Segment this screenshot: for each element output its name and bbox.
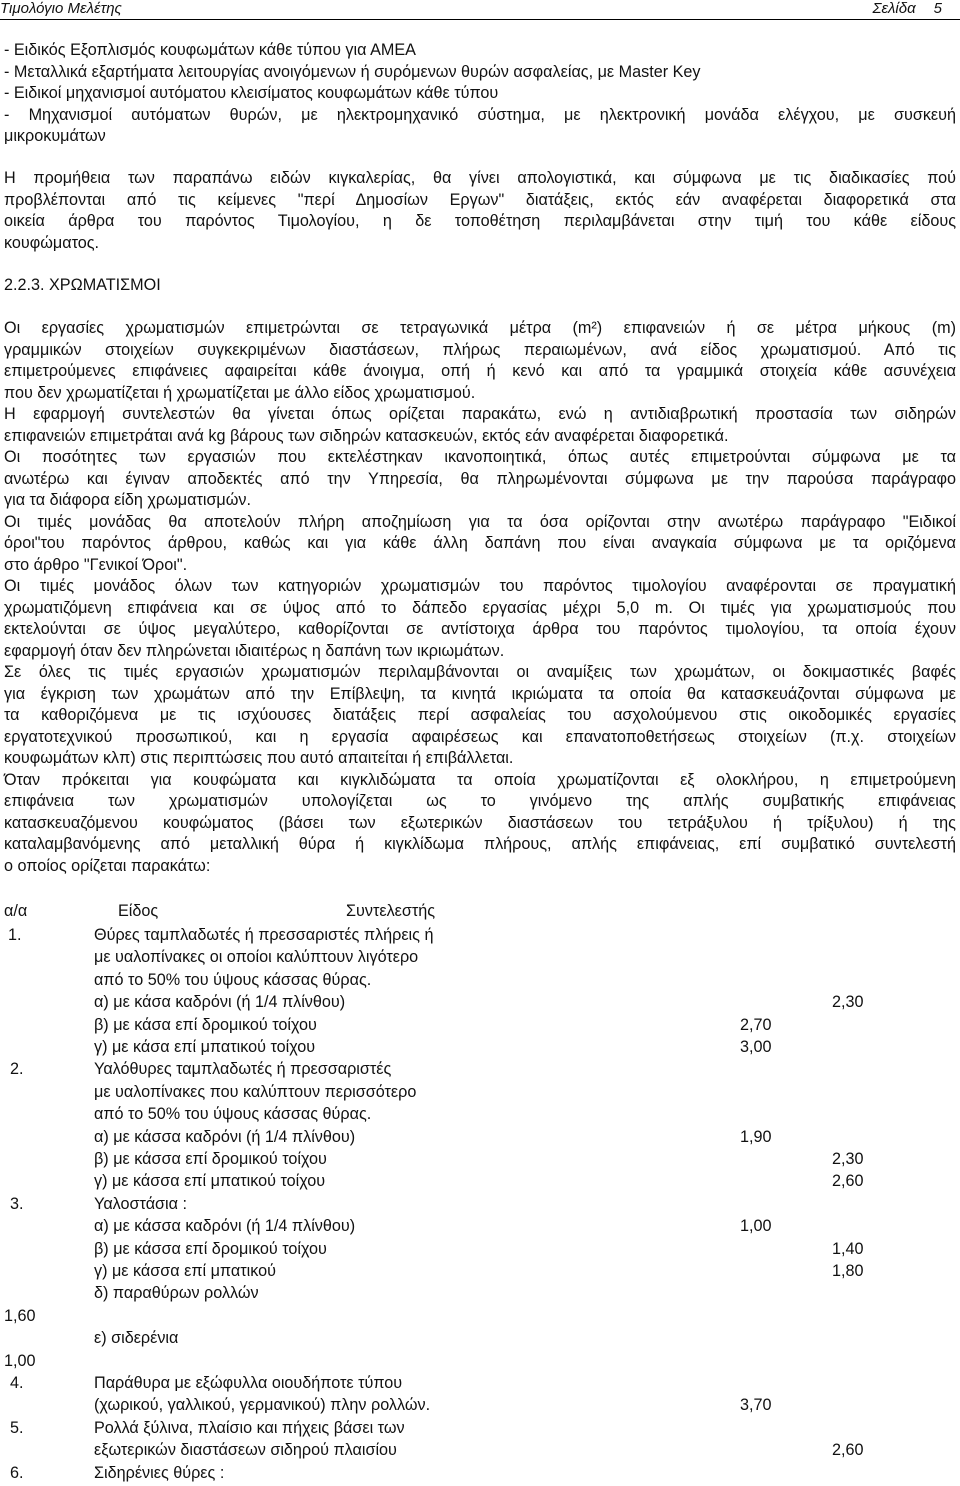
row-description: Υαλοστάσια : [94, 1194, 187, 1213]
paragraph-line: ο οποίος ορίζεται παρακάτω: [4, 856, 211, 875]
paragraph-line: ανωτέρω και έγιναν αποδεκτές από την Υπηρεσία, θα πληρωμένονται σύμφωνα με την παρούσα παράγραφο [4, 469, 956, 488]
row-description: ε) σιδερένια [94, 1329, 179, 1348]
paragraph-line: τα καθοριζόμενα με τις ισχύουσες διατάξεις περί ασφαλείας του ασχολούμενου στις οικοδομικές εργασίες [4, 706, 956, 724]
paragraph-line: όροι"του παρόντος άρθρου, καθώς και για κάθε άλλη δαπάνη που είναι αναγκαία σύμφωνα με τα οριζόμενα [4, 534, 956, 552]
row-description: β) με κάσσα επί δρομικού τοίχου [94, 1239, 327, 1258]
coefficient-value: 1,90 [740, 1127, 772, 1146]
coefficient-value: 2,70 [740, 1015, 772, 1034]
coefficient-value: 2,30 [832, 1150, 864, 1168]
paragraph-line: εργατοτεχνικού προσωπικού, και η εργασία αφαιρέσεως και επανατοποθετήσεως στοιχείων (π.χ. στοιχείων [4, 727, 956, 746]
row-number: 1. [8, 926, 22, 944]
paragraph-line: Οι ποσότητες των εργασιών που εκτελέστηκαν ικανοποιητικά, όπως αυτές επιμετρούνται σύμφωνα με τα [4, 448, 956, 466]
page-header [0, 0, 960, 20]
paragraph-line: κουφωμάτων κλπ) στις περιπτώσεις που αυτό απαιτείται ή επιβάλλεται. [4, 749, 514, 767]
row-description: δ) παραθύρων ρολλών [94, 1284, 259, 1303]
page-number: 5 [933, 0, 942, 17]
coefficient-value: 2,60 [832, 1441, 864, 1460]
row-description: γ) με κάσσα επί μπατικού [94, 1262, 276, 1280]
row-description: Ρολλά ξύλινα, πλαίσιο και πήχεις βάσει των [94, 1418, 405, 1437]
row-description: β) με κάσσα επί δρομικού τοίχου [94, 1150, 327, 1168]
row-description: α) με κάσσα καδρόνι (ή 1/4 πλίνθου) [94, 1127, 356, 1146]
list-item: - Μηχανισμοί αυτόματων θυρών, με ηλεκτρομηχανικό σύστημα, με ηλεκτρονική μονάδα ελέγχου, με συσκευή [4, 105, 956, 124]
row-description: εξωτερικών διαστάσεων σιδηρού πλαισίου [94, 1441, 397, 1460]
paragraph-line: εκτελούνται σε ύψος μεγαλύτερο, καθορίζονται σε αντίστοιχα άρθρα του παρόντος τιμολογίου, τα οποία έχουν [4, 620, 956, 638]
section-heading: 2.2.3. ΧΡΩΜΑΤΙΣΜΟΙ [4, 276, 161, 294]
equipment-list [4, 40, 956, 148]
row-description: Υαλόθυρες ταμπλαδωτές ή πρεσσαριστές [94, 1060, 392, 1079]
paragraph-line: Η εφαρμογή συντελεστών θα γίνεται όπως ορίζεται παρακάτω, ενώ η αντιδιαβρωτική προστασία των σιδηρών [4, 405, 956, 423]
row-description: Θύρες ταμπλαδωτές ή πρεσσαριστές πλήρεις ή [94, 926, 434, 944]
coefficient-value: 1,60 [4, 1306, 36, 1325]
coefficient-value: 1,00 [4, 1351, 36, 1370]
coefficient-value: 2,30 [832, 993, 864, 1012]
row-description: γ) με κάσα επί μπατικού τοίχου [94, 1038, 316, 1056]
paragraph-line: για έγκριση των χρωμάτων από την Επίβλεψη, τα κινητά ικριώματα τα οποία θα κατασκευάζονται σύμφωνα με [4, 684, 956, 703]
paragraph-line: προβλέπονται από τις κείμενες "περί Δημοσίων Εργων" διατάξεις, εκτός εάν αναφέρεται διαφορετικά στα [4, 190, 956, 209]
row-description: με υαλοπίνακες που καλύπτουν περισσότερο [94, 1082, 417, 1101]
page-label: Σελίδα [872, 0, 916, 17]
paragraph-line: στο άρθρο "Γενικοί Όροι". [4, 555, 188, 574]
column-header-item: Είδος [118, 902, 159, 920]
paragraph-line: επιφάνεια των χρωματισμών υπολογίζεται ως το γινόμενο της απλής συμβατικής επιφάνειας [4, 792, 956, 810]
list-item: μικροκυμάτων [4, 127, 106, 145]
row-description: α) με κάσα καδρόνι (ή 1/4 πλίνθου) [94, 993, 346, 1012]
paragraph-line: εφαρμογή όταν δεν πληρώνεται ιδιαιτέρως η δαπάνη των ικριωμάτων. [4, 641, 505, 660]
paragraph-line: Οι τιμές μονάδος όλων των κατηγοριών χρωματισμών του παρόντος τιμολογίου αναφέρονται σε πραγματική [4, 577, 956, 595]
row-number: 5. [10, 1418, 24, 1437]
paragraph-line: κουφώματος. [4, 233, 100, 252]
paragraph-line: Όταν πρόκειται για κουφώματα και κιγκλιδώματα τα οποία χρωματίζονται εξ ολοκλήρου, η επιμετρούμενη [4, 770, 956, 789]
row-number: 6. [10, 1463, 24, 1482]
coefficient-value: 3,70 [740, 1396, 772, 1415]
paragraph-line: Σε όλες τις τιμές εργασιών χρωματισμών περιλαμβάνονται οι αναμίξεις των χρωμάτων, οι δοκιμαστικές βαφές [4, 663, 956, 681]
row-description: α) με κάσσα καδρόνι (ή 1/4 πλίνθου) [94, 1217, 356, 1236]
paragraph-line: οικεία άρθρα του παρόντος Τιμολογίου, η δε τοποθέτηση περιλαμβάνεται στην τιμή του κάθε είδους [4, 212, 956, 230]
row-description: Παράθυρα με εξώφυλλα οιουδήποτε τύπου [94, 1374, 403, 1392]
paragraph-line: επιφανειών επιμετράται ανά kg βάρους των σιδηρών κατασκευών, εκτός εάν αναφέρεται διαφορετικά. [4, 426, 729, 445]
paragraph-line: Οι τιμές μονάδας θα αποτελούν πλήρη αποζημίωση για τα όσα ορίζονται στην ανωτέρω παράγραφο "Ειδικοί [4, 512, 956, 531]
coefficient-value: 1,80 [832, 1262, 864, 1280]
paragraph-line: γραμμικών στοιχείων συγκεκριμένων διαστάσεων, πλήρως περαιωμένων, ανά είδος χρωματισμού. Από τις [4, 340, 956, 359]
supply-paragraph [4, 168, 956, 254]
coefficient-value: 3,00 [740, 1038, 772, 1056]
paragraph-line: κατασκευαζόμενου κουφώματος (βάσει των εξωτερικών διαστάσεων του τετράξυλου ή τρίξυλου) ή της [4, 813, 956, 832]
paragraph-line: καταλαμβανόμενης από μεταλλική θύρα ή κιγκλίδωμα πλήρους, απλής επιφάνειας, επί συμβατικό συντελεστή [4, 835, 956, 853]
coefficient-value: 1,40 [832, 1239, 864, 1258]
row-description: από το 50% του ύψους κάσσας θύρας. [94, 970, 372, 989]
coefficient-value: 1,00 [740, 1217, 772, 1236]
painting-section-body [4, 318, 956, 877]
row-description: Σιδηρένιες θύρες : [94, 1463, 225, 1482]
list-item: - Ειδικός Εξοπλισμός κουφωμάτων κάθε τύπου για ΑΜΕΑ [4, 41, 416, 59]
row-description: (χωρικού, γαλλικού, γερμανικού) πλην ρολλών. [94, 1396, 431, 1415]
paragraph-line: Η προμήθεια των παραπάνω ειδών κιγκαλερίας, θα γίνει απολογιστικά, και σύμφωνα με τις διαδικασίες πού [4, 169, 956, 187]
row-number: 4. [10, 1374, 24, 1392]
list-item: - Ειδικοί μηχανισμοί αυτόματου κλεισίματος κουφωμάτων κάθε τύπου [4, 84, 499, 102]
list-item: - Μεταλλικά εξαρτήματα λειτουργίας ανοιγόμενων ή συρόμενων θυρών ασφαλείας, με Master Key [4, 62, 701, 81]
row-number: 2. [10, 1060, 24, 1079]
row-description: από το 50% του ύψους κάσσας θύρας. [94, 1105, 372, 1124]
paragraph-line: για τα διάφορα είδη χρωματισμών. [4, 491, 251, 509]
document-title: Τιμολόγιο Μελέτης [0, 0, 122, 17]
column-header-coef: Συντελεστής [346, 902, 436, 920]
paragraph-line: επιμετρούμενες επιφάνειες αφαιρείται κάθε άνοιγμα, οπή ή κενό και από τα γραμμικά στοιχεία κάθε ασυνέχεια [4, 362, 956, 380]
paragraph-line: Οι εργασίες χρωματισμών επιμετρώνται σε τετραγωνικά μέτρα (m²) επιφανειών ή σε μέτρα μήκους (m) [4, 319, 956, 337]
coefficient-value: 2,60 [832, 1172, 864, 1191]
row-number: 3. [10, 1194, 24, 1213]
row-description: με υαλοπίνακες οι οποίοι καλύπτουν λιγότερο [94, 948, 419, 967]
paragraph-line: χρωματιζόμενη επιφάνεια και σε ύψος από το δάπεδο εργασίας μέχρι 5,0 m. Οι τιμές για χρωματισμούς που [4, 598, 956, 617]
column-header-no: α/α [4, 902, 28, 920]
row-description: γ) με κάσσα επί μπατικού τοίχου [94, 1172, 326, 1191]
paragraph-line: που δεν χρωματίζεται ή χρωματίζεται με άλλο είδος χρωματισμού. [4, 383, 476, 402]
row-description: β) με κάσα επί δρομικού τοίχου [94, 1015, 317, 1034]
page-indicator [872, 0, 942, 17]
